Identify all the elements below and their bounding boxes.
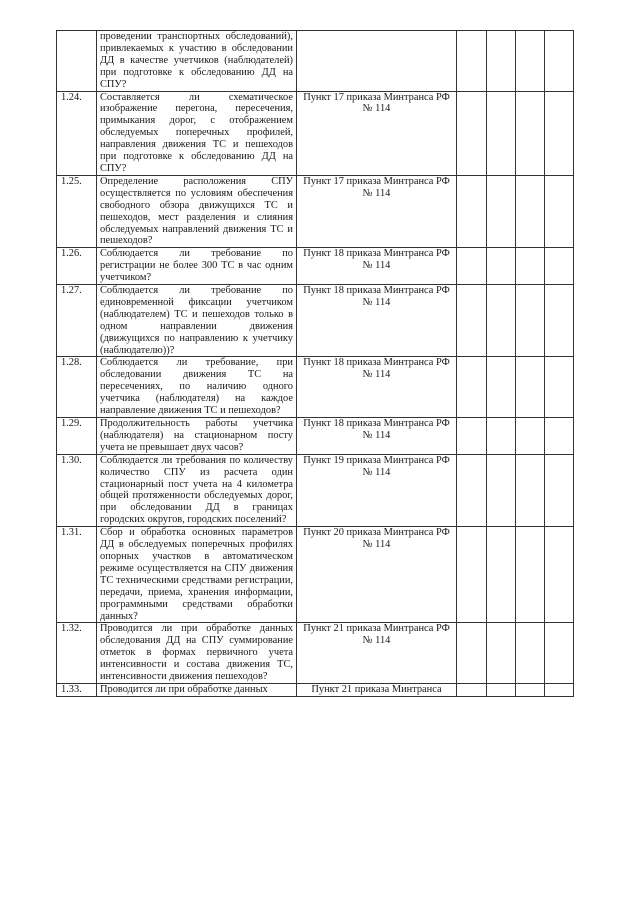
answer-cell[interactable] <box>516 527 545 623</box>
legal-reference: Пункт 17 приказа Минтранса РФ № 114 <box>297 175 457 247</box>
answer-cell[interactable] <box>457 357 487 418</box>
answer-cell[interactable] <box>457 454 487 526</box>
answer-cell[interactable] <box>487 91 516 175</box>
answer-cell[interactable] <box>516 357 545 418</box>
legal-reference: Пункт 17 приказа Минтранса РФ № 114 <box>297 91 457 175</box>
answer-cell[interactable] <box>487 418 516 455</box>
row-number: 1.25. <box>57 175 97 247</box>
table-row <box>57 418 574 455</box>
answer-cell[interactable] <box>487 454 516 526</box>
legal-reference: Пункт 18 приказа Минтранса РФ № 114 <box>297 248 457 285</box>
answer-cell[interactable] <box>516 285 545 357</box>
answer-cell[interactable] <box>487 357 516 418</box>
answer-cell[interactable] <box>516 454 545 526</box>
question-text: Соблюдается ли требования по количеству количество СПУ из расчета один стационарный пост учета на 4 километра общей протяженности обследуемых дорог, при обследовании ДД в границах городских округов, городских поселений? <box>97 454 297 526</box>
answer-cell[interactable] <box>545 175 574 247</box>
answer-cell[interactable] <box>487 683 516 696</box>
question-text: Составляется ли схематическое изображение перегона, пересечения, примыкания дорог, с отображением обследуемых поперечных профилей, направления движения ТС и пешеходов при подготовке к обследованию ДД на СПУ? <box>97 91 297 175</box>
answer-cell[interactable] <box>545 683 574 696</box>
answer-cell[interactable] <box>545 418 574 455</box>
answer-cell[interactable] <box>457 175 487 247</box>
legal-reference <box>297 31 457 92</box>
checklist-table <box>56 30 574 697</box>
question-text: Соблюдается ли требование по единовременной фиксации учетчиком (наблюдателем) ТС и пешеходов только в одном направлении движения (движущихся по направлению к учетчику (наблюдателю))? <box>97 285 297 357</box>
answer-cell[interactable] <box>457 683 487 696</box>
answer-cell[interactable] <box>545 357 574 418</box>
answer-cell[interactable] <box>487 527 516 623</box>
answer-cell[interactable] <box>457 527 487 623</box>
legal-reference: Пункт 20 приказа Минтранса РФ № 114 <box>297 527 457 623</box>
row-number: 1.24. <box>57 91 97 175</box>
table-row <box>57 454 574 526</box>
legal-reference: Пункт 18 приказа Минтранса РФ № 114 <box>297 285 457 357</box>
question-text: Определение расположения СПУ осуществляется по условиям обеспечения свободного обзора движущихся ТС и пешеходов, мест разделения и слияния обследуемых направлений движения ТС и пешеходов? <box>97 175 297 247</box>
legal-reference: Пункт 18 приказа Минтранса РФ № 114 <box>297 418 457 455</box>
checklist-body <box>57 31 574 697</box>
document-page <box>56 30 574 697</box>
question-text: Соблюдается ли требование, при обследовании движения ТС на пересечениях, по наличию одного учетчика (наблюдателя) на каждое направление движения ТС и пешеходов? <box>97 357 297 418</box>
answer-cell[interactable] <box>487 248 516 285</box>
row-number: 1.29. <box>57 418 97 455</box>
answer-cell[interactable] <box>457 248 487 285</box>
table-row <box>57 248 574 285</box>
table-row <box>57 31 574 92</box>
row-number: 1.26. <box>57 248 97 285</box>
answer-cell[interactable] <box>487 285 516 357</box>
table-row <box>57 623 574 684</box>
answer-cell[interactable] <box>487 623 516 684</box>
table-row <box>57 683 574 696</box>
answer-cell[interactable] <box>516 418 545 455</box>
row-number: 1.33. <box>57 683 97 696</box>
answer-cell[interactable] <box>545 623 574 684</box>
answer-cell[interactable] <box>516 31 545 92</box>
answer-cell[interactable] <box>516 623 545 684</box>
question-text: Проводится ли при обработке данных <box>97 683 297 696</box>
answer-cell[interactable] <box>516 683 545 696</box>
answer-cell[interactable] <box>457 623 487 684</box>
answer-cell[interactable] <box>545 31 574 92</box>
row-number <box>57 31 97 92</box>
legal-reference: Пункт 18 приказа Минтранса РФ № 114 <box>297 357 457 418</box>
table-row <box>57 357 574 418</box>
answer-cell[interactable] <box>457 91 487 175</box>
answer-cell[interactable] <box>516 248 545 285</box>
table-row <box>57 527 574 623</box>
question-text: Сбор и обработка основных параметров ДД в обследуемых поперечных профилях опорных участков в автоматическом режиме осуществляется на СПУ движения ТС техническими средствами регистрации, передачи, приема, хранения информации, программными средствами обработки данных? <box>97 527 297 623</box>
question-text: проведении транспортных обследований), привлекаемых к участию в обследовании ДД в качестве учетчиков (наблюдателей) при подготовке к обследованию ДД на СПУ? <box>97 31 297 92</box>
row-number: 1.28. <box>57 357 97 418</box>
answer-cell[interactable] <box>487 31 516 92</box>
row-number: 1.27. <box>57 285 97 357</box>
answer-cell[interactable] <box>457 418 487 455</box>
table-row <box>57 175 574 247</box>
question-text: Проводится ли при обработке данных обследования ДД на СПУ суммирование отметок в формах первичного учета интенсивности и состава движения ТС, интенсивности движения пешеходов? <box>97 623 297 684</box>
legal-reference: Пункт 19 приказа Минтранса РФ № 114 <box>297 454 457 526</box>
legal-reference: Пункт 21 приказа Минтранса <box>297 683 457 696</box>
answer-cell[interactable] <box>516 175 545 247</box>
table-row <box>57 91 574 175</box>
answer-cell[interactable] <box>545 454 574 526</box>
answer-cell[interactable] <box>487 175 516 247</box>
answer-cell[interactable] <box>545 527 574 623</box>
table-row <box>57 285 574 357</box>
row-number: 1.32. <box>57 623 97 684</box>
answer-cell[interactable] <box>545 91 574 175</box>
answer-cell[interactable] <box>545 248 574 285</box>
row-number: 1.31. <box>57 527 97 623</box>
legal-reference: Пункт 21 приказа Минтранса РФ № 114 <box>297 623 457 684</box>
answer-cell[interactable] <box>457 285 487 357</box>
question-text: Соблюдается ли требование по регистрации не более 300 ТС в час одним учетчиком? <box>97 248 297 285</box>
question-text: Продолжительность работы учетчика (наблюдателя) на стационарном посту учета не превышает двух часов? <box>97 418 297 455</box>
row-number: 1.30. <box>57 454 97 526</box>
answer-cell[interactable] <box>545 285 574 357</box>
answer-cell[interactable] <box>516 91 545 175</box>
answer-cell[interactable] <box>457 31 487 92</box>
